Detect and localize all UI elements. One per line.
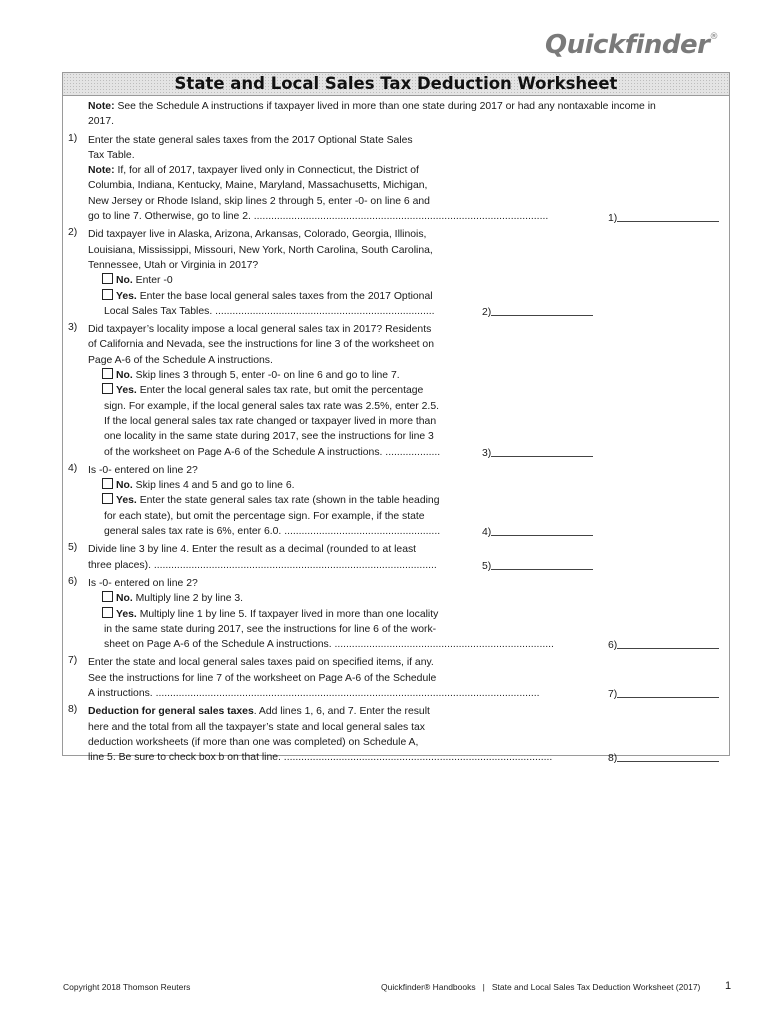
- line-text: . Add lines 1, 6, and 7. Enter the result: [253, 706, 430, 718]
- line-7: [63, 655, 729, 701]
- line-1-answer: [608, 210, 719, 224]
- option-text: Multiply line 2 by line 3.: [132, 593, 244, 605]
- line-text: Did taxpayer’s locality impose a local general sales tax in 2017? Residents: [88, 324, 432, 336]
- yes-label: Yes.: [116, 385, 137, 397]
- line-7-answer: [608, 686, 719, 700]
- no-label: No.: [116, 593, 133, 605]
- quickfinder-logo: [545, 30, 718, 60]
- intro-note: [63, 99, 729, 130]
- yes-checkbox[interactable]: [102, 493, 113, 504]
- line-1-input[interactable]: [617, 210, 719, 222]
- note-label: Note:: [88, 101, 115, 112]
- option-text: general sales tax rate is 6%, enter 6.0. ......................................................: [104, 526, 441, 538]
- option-text: of the worksheet on Page A-6 of the Schedule A instructions. ...................: [104, 446, 441, 458]
- line-text: Tennessee, Utah or Virginia in 2017?: [88, 259, 259, 271]
- answer-label: 6): [608, 640, 618, 652]
- note-text: See the Schedule A instructions if taxpayer lived in more than one state during 2017 or had any nontaxable income in: [114, 101, 656, 112]
- footer-separator: |: [482, 982, 485, 992]
- line-1: [63, 133, 729, 225]
- line-text: Enter the state general sales taxes from the 2017 Optional State Sales: [88, 134, 413, 146]
- line-6-input[interactable]: [617, 637, 719, 649]
- option-text: Skip lines 4 and 5 and go to line 6.: [132, 480, 295, 492]
- line-number: 7): [68, 655, 78, 667]
- answer-label: 8): [608, 753, 618, 765]
- answer-label: 1): [608, 212, 618, 224]
- line-text: Did taxpayer live in Alaska, Arizona, Arkansas, Colorado, Georgia, Illinois,: [88, 229, 427, 241]
- yes-checkbox[interactable]: [102, 607, 113, 618]
- line-3: [63, 322, 729, 460]
- line-5-answer: [482, 558, 593, 572]
- line-number: 8): [68, 704, 78, 716]
- no-checkbox[interactable]: [102, 273, 113, 284]
- answer-label: 7): [608, 688, 618, 700]
- deduction-heading: Deduction for general sales taxes: [88, 706, 254, 718]
- note-text: If, for all of 2017, taxpayer lived only in Connecticut, the District of: [114, 165, 419, 177]
- line-number: 3): [68, 322, 78, 334]
- copyright-notice: Copyright 2018 Thomson Reuters: [63, 982, 191, 992]
- line-8-input[interactable]: [617, 750, 719, 762]
- option-text: If the local general sales tax rate changed or taxpayer lived in more than: [104, 415, 437, 427]
- answer-label: 2): [482, 307, 492, 319]
- note-text: go to line 7. Otherwise, go to line 2. ......................................................................................................: [88, 211, 549, 223]
- line-text: Is -0- entered on line 2?: [88, 577, 198, 589]
- line-text: line 5. Be sure to check box b on that line. .............................................................................................: [88, 752, 553, 764]
- yes-label: Yes.: [116, 608, 137, 620]
- line-6: [63, 576, 729, 652]
- yes-label: Yes.: [116, 495, 137, 507]
- line-text: Louisiana, Mississippi, Missouri, New York, North Carolina, South Carolina,: [88, 244, 433, 256]
- line-4: [63, 463, 729, 539]
- line-7-input[interactable]: [617, 686, 719, 698]
- option-text: one locality in the same state during 2017, see the instructions for line 3: [104, 431, 434, 443]
- line-text: Tax Table.: [88, 149, 135, 161]
- worksheet-body: [63, 96, 729, 765]
- option-text: Enter the local general sales tax rate, but omit the percentage: [136, 385, 424, 397]
- answer-label: 4): [482, 527, 492, 539]
- worksheet-title: State and Local Sales Tax Deduction Worksheet: [63, 73, 729, 96]
- no-label: No.: [116, 480, 133, 492]
- logo-text: Quickfinder: [544, 30, 710, 60]
- line-3-answer: [482, 445, 593, 459]
- document-name: State and Local Sales Tax Deduction Worksheet (2017): [491, 982, 701, 992]
- line-5: [63, 542, 729, 573]
- option-text: Enter the state general sales tax rate (shown in the table heading: [136, 495, 440, 507]
- page-number: 1: [725, 980, 732, 992]
- yes-label: Yes.: [116, 290, 137, 302]
- line-3-input[interactable]: [491, 445, 593, 457]
- line-text: here and the total from all the taxpayer’s state and local general sales tax: [88, 721, 425, 733]
- line-2-answer: [482, 304, 593, 318]
- line-text: Is -0- entered on line 2?: [88, 464, 198, 476]
- line-text: A instructions. .....................................................................................................................................: [88, 687, 540, 699]
- line-8: [63, 704, 729, 765]
- line-4-answer: [482, 524, 593, 538]
- line-5-input[interactable]: [491, 558, 593, 570]
- line-number: 2): [68, 227, 78, 239]
- no-checkbox[interactable]: [102, 591, 113, 602]
- line-number: 5): [68, 542, 78, 554]
- line-2-input[interactable]: [491, 304, 593, 316]
- line-number: 6): [68, 575, 78, 587]
- option-text: Enter -0: [132, 275, 173, 287]
- no-checkbox[interactable]: [102, 368, 113, 379]
- line-text: of California and Nevada, see the instructions for line 3 of the worksheet on: [88, 339, 434, 351]
- option-text: for each state), but omit the percentage sign. For example, if the state: [104, 510, 425, 522]
- option-text: Enter the base local general sales taxes from the 2017 Optional: [136, 290, 433, 302]
- yes-checkbox[interactable]: [102, 289, 113, 300]
- line-text: See the instructions for line 7 of the worksheet on Page A-6 of the Schedule: [88, 672, 437, 684]
- option-text: Local Sales Tax Tables. ............................................................................: [104, 305, 435, 317]
- registered-mark: ®: [709, 32, 718, 42]
- handbook-name: Quickfinder® Handbooks: [381, 982, 476, 992]
- line-8-answer: [608, 750, 719, 764]
- answer-label: 5): [482, 560, 492, 572]
- line-number: 4): [68, 462, 78, 474]
- line-text: Enter the state and local general sales taxes paid on specified items, if any.: [88, 657, 434, 669]
- line-text: Divide line 3 by line 4. Enter the result as a decimal (rounded to at least: [88, 544, 417, 556]
- answer-label: 3): [482, 447, 492, 459]
- option-text: Skip lines 3 through 5, enter -0- on line 6 and go to line 7.: [132, 370, 400, 382]
- option-text: sign. For example, if the local general sales tax rate was 2.5%, enter 2.5.: [104, 400, 439, 412]
- note-text-cont: 2017.: [88, 116, 115, 128]
- note-label: Note:: [88, 165, 115, 177]
- line-4-input[interactable]: [491, 524, 593, 536]
- option-text: Multiply line 1 by line 5. If taxpayer lived in more than one locality: [136, 608, 439, 620]
- line-text: deduction worksheets (if more than one was completed) on Schedule A,: [88, 736, 419, 748]
- line-number: 1): [68, 132, 78, 144]
- line-2: [63, 227, 729, 319]
- line-text: Page A-6 of the Schedule A instructions.: [88, 354, 273, 366]
- line-text: three places). ..................................................................................................: [88, 559, 437, 571]
- no-checkbox[interactable]: [102, 478, 113, 489]
- note-text: New Jersey or Rhode Island, skip lines 2 through 5, enter -0- on line 6 and: [88, 195, 430, 207]
- footer-document-info: [381, 982, 700, 992]
- no-label: No.: [116, 275, 133, 287]
- note-text: Columbia, Indiana, Kentucky, Maine, Maryland, Massachusetts, Michigan,: [88, 180, 428, 192]
- worksheet-frame: [62, 72, 730, 765]
- yes-checkbox[interactable]: [102, 383, 113, 394]
- line-6-answer: [608, 637, 719, 651]
- option-text: sheet on Page A-6 of the Schedule A instructions. ............................................................................: [104, 639, 554, 651]
- no-label: No.: [116, 370, 133, 382]
- option-text: in the same state during 2017, see the instructions for line 6 of the work-: [104, 623, 437, 635]
